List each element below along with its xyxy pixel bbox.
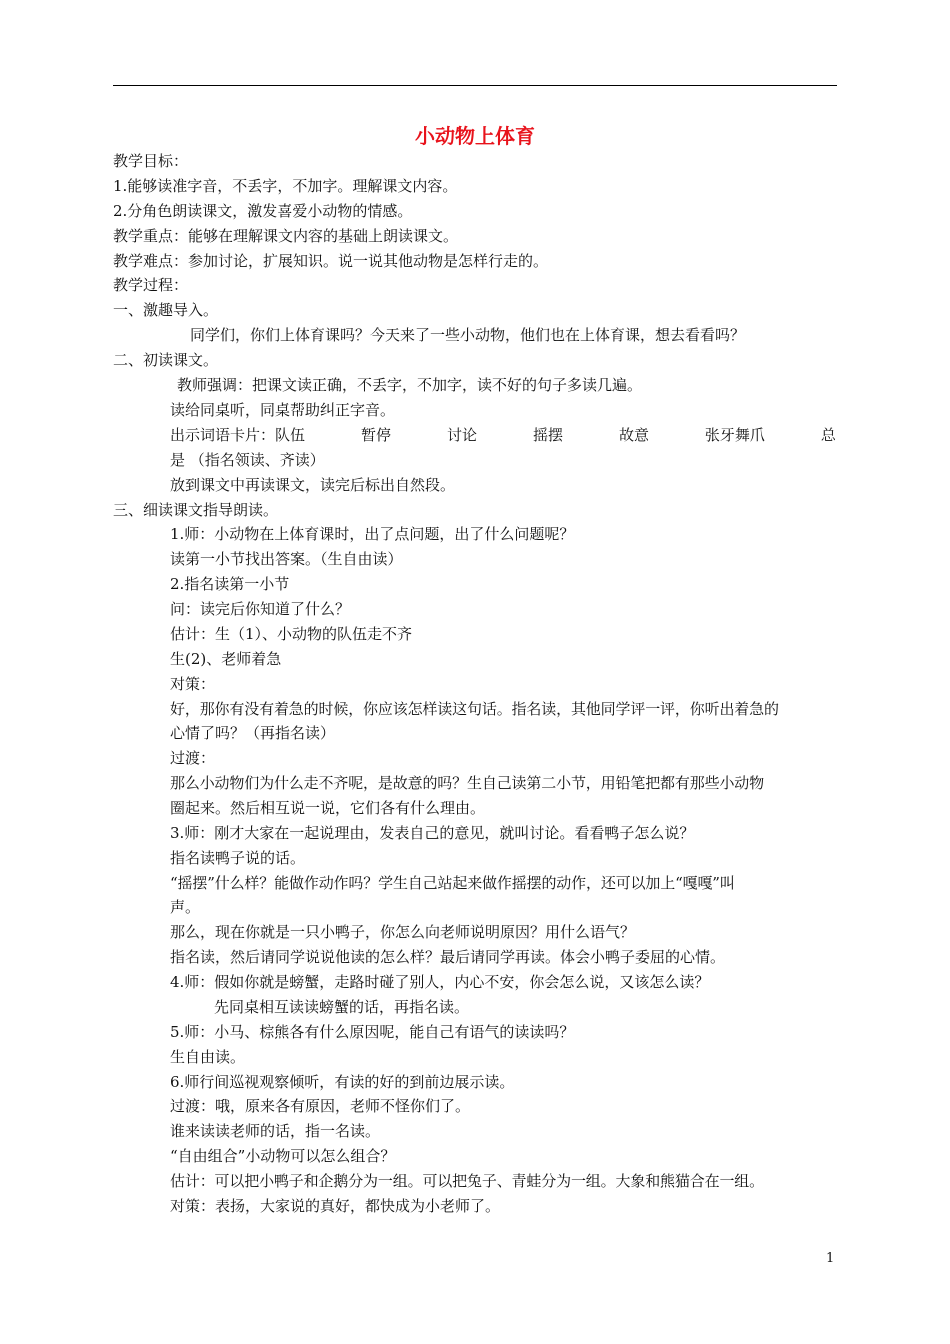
text-line: 放到课文中再读课文，读完后标出自然段。 bbox=[170, 476, 456, 494]
text-line: 谁来读读老师的话，指一名读。 bbox=[170, 1122, 381, 1140]
text-line: 教师强调：把课文读正确，不丢字，不加字，读不好的句子多读几遍。 bbox=[177, 376, 643, 394]
page-number: 1 bbox=[826, 1251, 835, 1266]
word-card-label: 出示词语卡片：队伍 bbox=[170, 426, 306, 444]
word-card: 故意 bbox=[618, 426, 649, 444]
text-line: 那么，现在你就是一只小鸭子，你怎么向老师说明原因？用什么语气？ bbox=[170, 923, 636, 941]
text-line: “摇摆”什么样？能做作动作吗？学生自己站起来做作摇摆的动作，还可以加上“嘎嘎”叫 bbox=[170, 874, 735, 892]
text-line: 教学难点：参加讨论，扩展知识。说一说其他动物是怎样行走的。 bbox=[113, 252, 549, 270]
text-line: 1.能够读准字音，不丢字，不加字。理解课文内容。 bbox=[113, 177, 458, 195]
text-line: 教学过程： bbox=[113, 276, 189, 294]
section-heading: 一、激趣导入。 bbox=[113, 301, 219, 319]
text-line: 生(2)、老师着急 bbox=[170, 650, 282, 668]
text-line: 估计：生（1）、小动物的队伍走不齐 bbox=[170, 625, 413, 643]
section-heading: 三、细读课文指导朗读。 bbox=[113, 501, 279, 519]
word-card: 暂停 bbox=[360, 426, 391, 444]
text-line: 好，那你有没有着急的时候，你应该怎样读这句话。指名读，其他同学评一评，你听出着急的 bbox=[170, 700, 779, 718]
text-line: 先同桌相互读读螃蟹的话，再指名读。 bbox=[214, 998, 470, 1016]
text-line: 过渡：哦，原来各有原因，老师不怪你们了。 bbox=[170, 1097, 471, 1115]
text-line: 教学重点：能够在理解课文内容的基础上朗读课文。 bbox=[113, 227, 459, 245]
section-heading: 二、初读课文。 bbox=[113, 351, 219, 369]
text-line: 生自由读。 bbox=[170, 1048, 246, 1066]
text-line: “自由组合”小动物可以怎么组合？ bbox=[170, 1147, 396, 1165]
word-card: 讨论 bbox=[446, 426, 477, 444]
text-line: 指名读，然后请同学说说他读的怎么样？最后请同学再读。体会小鸭子委屈的心情。 bbox=[170, 948, 726, 966]
text-line: 读第一小节找出答案。（生自由读） bbox=[170, 550, 403, 568]
text-line: 2.指名读第一小节 bbox=[170, 575, 290, 593]
text-line: 对策：表扬，大家说的真好，都快成为小老师了。 bbox=[170, 1197, 501, 1215]
word-card: 张牙舞爪 bbox=[704, 426, 765, 444]
text-line: 是 （指名领读、齐读） bbox=[170, 451, 325, 469]
text-line: 3.师：刚才大家在一起说理由，发表自己的意见，就叫讨论。看看鸭子怎么说？ bbox=[170, 824, 695, 842]
text-line: 那么小动物们为什么走不齐呢，是故意的吗？生自己读第二小节，用铅笔把都有那些小动物 bbox=[170, 774, 765, 792]
word-card-line bbox=[170, 424, 836, 446]
text-line: 问：读完后你知道了什么？ bbox=[170, 600, 351, 618]
text-line: 声。 bbox=[170, 898, 201, 916]
text-line: 圈起来。然后相互说一说，它们各有什么理由。 bbox=[170, 799, 486, 817]
text-line: 同学们，你们上体育课吗？今天来了一些小动物，他们也在上体育课，想去看看吗？ bbox=[190, 326, 746, 344]
text-line: 5.师：小马、棕熊各有什么原因呢，能自己有语气的读读吗？ bbox=[170, 1023, 575, 1041]
word-card: 摇摆 bbox=[532, 426, 563, 444]
text-line: 教学目标： bbox=[113, 152, 189, 170]
document-title: 小动物上体育 bbox=[415, 124, 535, 148]
text-line: 2.分角色朗读课文，激发喜爱小动物的情感。 bbox=[113, 202, 413, 220]
header-rule bbox=[113, 85, 837, 86]
text-line: 6.师行间巡视观察倾听，有读的好的到前边展示读。 bbox=[170, 1073, 515, 1091]
text-line: 1.师：小动物在上体育课时，出了点问题，出了什么问题呢？ bbox=[170, 525, 575, 543]
text-line: 估计：可以把小鸭子和企鹅分为一组。可以把兔子、青蛙分为一组。大象和熊猫合在一组。 bbox=[170, 1172, 765, 1190]
text-line: 心情了吗？（再指名读） bbox=[170, 724, 336, 742]
text-line: 过渡： bbox=[170, 749, 216, 767]
text-line: 对策： bbox=[170, 675, 216, 693]
text-line: 指名读鸭子说的话。 bbox=[170, 849, 306, 867]
text-line: 读给同桌听，同桌帮助纠正字音。 bbox=[170, 401, 396, 419]
word-card: 总 bbox=[820, 426, 836, 444]
text-line: 4.师：假如你就是螃蟹，走路时碰了别人，内心不安，你会怎么说，又该怎么读？ bbox=[170, 973, 710, 991]
